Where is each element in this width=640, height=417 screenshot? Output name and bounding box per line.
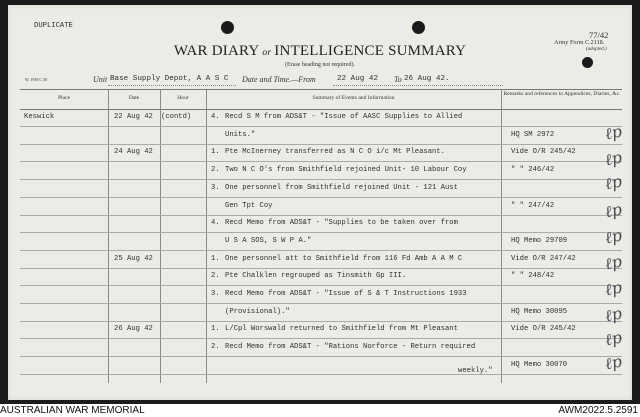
entry-number: 2. — [211, 272, 220, 281]
initials-mark: ℓp — [603, 351, 624, 374]
entry-rule — [20, 356, 622, 357]
print-code: W. 1938 C.50 — [25, 77, 48, 82]
entry-rule — [20, 197, 622, 198]
datetime-label: Date and Time.—From — [242, 75, 316, 84]
army-form-label: Army Form C.2118. — [554, 39, 605, 46]
initials-mark: ℓp — [603, 199, 624, 222]
title-war-diary: WAR DIARY — [173, 43, 260, 59]
entry-rule — [20, 303, 622, 304]
entry-remark: Vide O/R 245/42 — [511, 325, 576, 334]
entry-text: One personnel att to Smithfield from 116 Fd Amb A A M C — [225, 254, 463, 263]
initials-mark: ℓp — [603, 327, 624, 350]
adopted-label: (adopted.) — [586, 47, 607, 52]
entry-text: U S A SOS, S W P A." — [225, 236, 312, 245]
entry-rule — [20, 374, 622, 375]
unit-value: Base Supply Depot, A A S C — [110, 75, 229, 83]
entry-text: Pte Chalklen regrouped as Tinsmith Gp III. — [225, 272, 407, 281]
entry-remark: Vide O/R 245/42 — [511, 148, 576, 157]
entry-text: Units." — [225, 130, 256, 139]
entry-remark: HQ Memo 30095 — [511, 307, 568, 316]
column-header-remarks: Remarks and references to Appendices, Diaries, &c. — [503, 91, 621, 97]
entry-number: 4. — [211, 113, 220, 121]
entry-rule — [20, 250, 622, 251]
initials-mark: ℓp — [603, 147, 624, 170]
column-header-date: Date — [128, 95, 140, 101]
entry-date: 22 Aug 42 — [114, 113, 153, 121]
entry-text: weekly." — [458, 366, 493, 375]
entry-number: 1. — [211, 148, 220, 157]
entry-text: Recd Memo from ADS&T - "Supplies to be taken over from — [225, 219, 458, 228]
date-to: 26 Aug 42. — [404, 75, 450, 83]
punch-hole-right — [412, 21, 425, 34]
entry-text: Recd S M from ADS&T - "Issue of AASC Supplies to Allied — [225, 113, 463, 121]
entry-rule — [20, 144, 622, 145]
page-title — [8, 43, 632, 60]
initials-mark: ℓp — [603, 277, 624, 300]
entry-remark: HQ Memo 30070 — [511, 360, 568, 369]
entry-text: Gen Tpt Coy — [225, 201, 273, 210]
initials-mark: ℓp — [603, 303, 624, 326]
entry-number: 2. — [211, 166, 220, 175]
entry-remark: HQ SM 2972 — [511, 130, 555, 139]
date-from: 22 Aug 42 — [337, 75, 379, 83]
entry-number: 1. — [211, 254, 220, 263]
column-header-summary: Summary of Events and Information — [312, 95, 395, 101]
entry-rule — [20, 179, 622, 180]
entry-date: 26 Aug 42 — [114, 325, 153, 334]
entry-text: (Provisional)." — [225, 307, 290, 316]
column-header-hour: Hour — [177, 95, 189, 101]
entry-date: 24 Aug 42 — [114, 148, 153, 157]
column-header-place: Place — [57, 95, 71, 101]
initials-mark: ℓp — [603, 121, 624, 144]
page-subtitle: (Erase heading not required). — [285, 62, 355, 68]
date-to-label: To — [394, 75, 402, 84]
initials-mark: ℓp — [603, 251, 624, 274]
entry-number: 3. — [211, 290, 220, 298]
punch-hole-left — [221, 21, 234, 34]
entry-text: Two N C O's from Smithfield rejoined Unit- 10 Labour Coy — [225, 166, 467, 175]
entry-text: Pte McInerney transferred as N C O i/c Mt Pleasant. — [225, 148, 445, 157]
entry-rule — [20, 285, 622, 286]
header-bottom-rule — [20, 109, 622, 110]
entry-rule — [20, 126, 622, 127]
entry-text: Recd Memo from ADS&T - "Issue of S & T Instructions 1933 — [225, 290, 467, 298]
entry-date: 25 Aug 42 — [114, 254, 153, 263]
date-dotted-line — [333, 85, 503, 86]
entry-text: L/Cpl Worswald returned to Smithfield from Mt Pleasant — [225, 325, 458, 334]
table-top-rule — [20, 89, 622, 90]
entry-remark: Vide O/R 247/42 — [511, 254, 576, 263]
footer-accession: AWM2022.5.2591 — [558, 405, 638, 416]
duplicate-stamp: DUPLICATE — [34, 22, 73, 30]
title-or: or — [262, 48, 272, 58]
entry-hour: (contd) — [161, 113, 192, 121]
entry-text: One personnel from Smithfield rejoined Unit - 121 Aust — [225, 183, 458, 192]
entry-text: Recd Memo from ADS&T - "Rations Norforce - Return required — [225, 343, 476, 352]
initials-mark: ℓp — [603, 225, 624, 248]
entry-rule — [20, 161, 622, 162]
entry-number: 4. — [211, 219, 220, 228]
entry-remark: " " 247/42 — [511, 201, 555, 210]
entry-rule — [20, 268, 622, 269]
entry-number: 2. — [211, 343, 220, 352]
diary-page — [8, 5, 632, 400]
entry-rule — [20, 215, 622, 216]
entry-rule — [20, 232, 622, 233]
unit-label: Unit — [93, 75, 108, 84]
entry-number: 3. — [211, 183, 220, 192]
entry-remark: HQ Memo 29709 — [511, 236, 568, 245]
footer-institution: AUSTRALIAN WAR MEMORIAL — [0, 405, 145, 416]
title-intelligence-summary: INTELLIGENCE SUMMARY — [274, 43, 467, 59]
entry-number: 1. — [211, 325, 220, 334]
entry-place: Keswick — [24, 113, 55, 121]
entry-remark: " " 246/42 — [511, 166, 555, 175]
entry-remark: " " 248/42 — [511, 272, 555, 281]
form-reference: 77/42 — [589, 30, 609, 40]
unit-dotted-line — [108, 85, 236, 86]
entry-rule — [20, 338, 622, 339]
entry-rule — [20, 321, 622, 322]
initials-mark: ℓp — [603, 171, 624, 194]
